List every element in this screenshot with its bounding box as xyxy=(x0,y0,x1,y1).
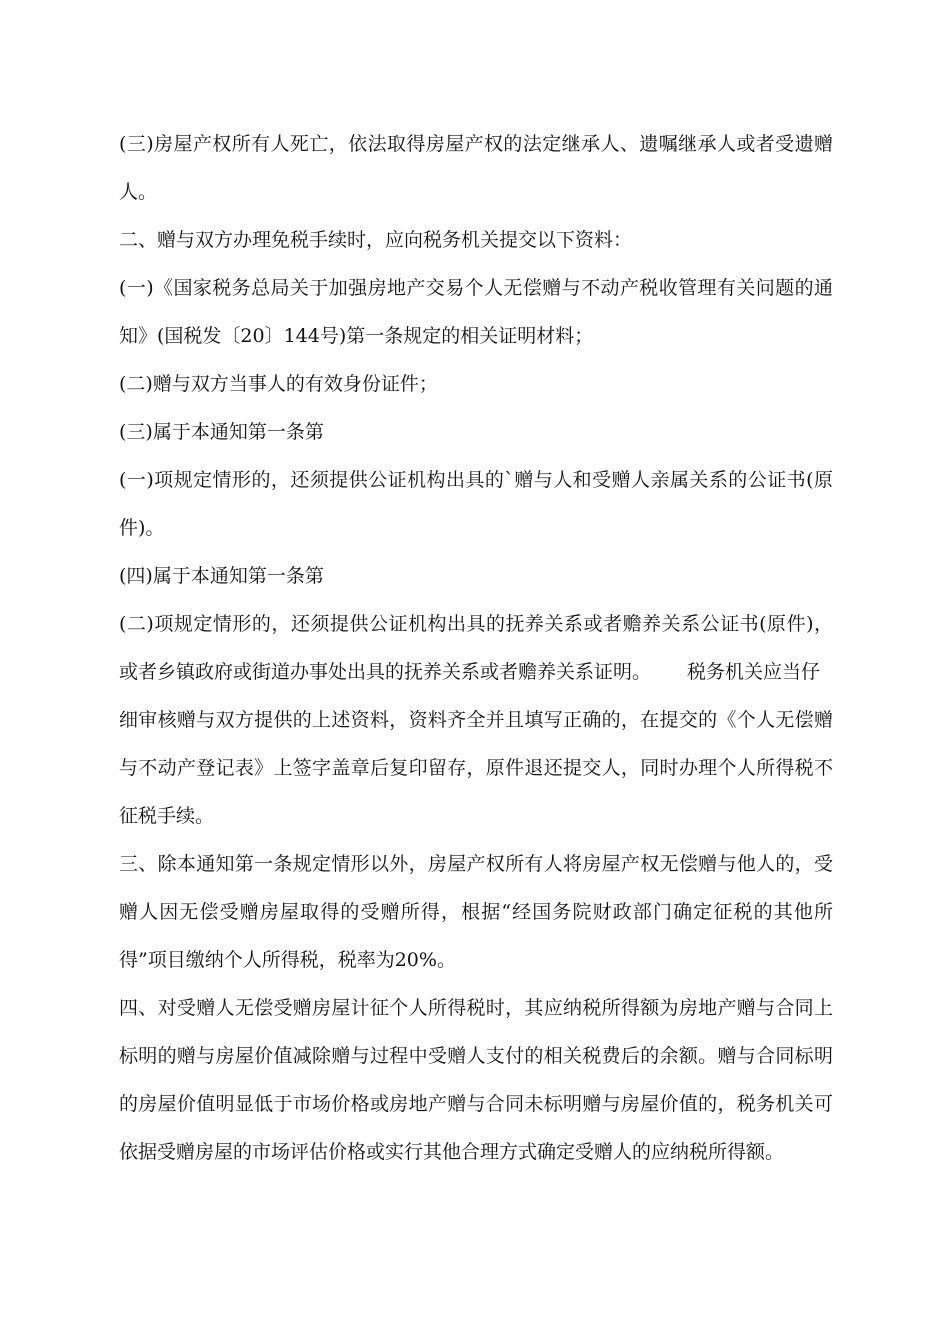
text-line: (一)《国家税务总局关于加强房地产交易个人无偿赠与不动产税收管理有关问题的通 xyxy=(119,277,833,299)
text-line: 征税手续。 xyxy=(119,805,215,827)
text-segment: 或者乡镇政府或街道办事处出具的抚养关系或者赡养关系证明。 xyxy=(119,661,652,683)
text-line: (三)房屋产权所有人死亡，依法取得房屋产权的法定继承人、遗嘱继承人或者受遗赠 xyxy=(119,133,833,155)
text-line-with-continuation xyxy=(119,648,833,696)
text-line: (二)项规定情形的，还须提供公证机构出具的抚养关系或者赡养关系公证书(原件)， xyxy=(119,613,833,635)
text-line: 依据受赠房屋的市场评估价格或实行其他合理方式确定受赠人的应纳税所得额。 xyxy=(119,1141,785,1163)
text-line: (四)属于本通知第一条第 xyxy=(119,565,324,587)
text-line: 细审核赠与双方提供的上述资料，资料齐全并且填写正确的，在提交的《个人无偿赠 xyxy=(119,709,833,731)
text-line: 二、赠与双方办理免税手续时，应向税务机关提交以下资料： xyxy=(119,229,633,251)
document-body xyxy=(119,120,833,1176)
text-line: (二)赠与双方当事人的有效身份证件； xyxy=(119,373,438,395)
text-line: 知》(国税发〔20〕144号)第一条规定的相关证明材料； xyxy=(119,325,594,347)
text-line: 赠人因无偿受赠房屋取得的受赠所得，根据“经国务院财政部门确定征税的其他所 xyxy=(119,901,833,923)
text-segment: 税务机关应当仔 xyxy=(687,661,821,683)
text-line: 四、对受赠人无偿受赠房屋计征个人所得税时，其应纳税所得额为房地产赠与合同上 xyxy=(119,997,833,1019)
text-line: 得”项目缴纳个人所得税，税率为20%。 xyxy=(119,949,456,971)
text-line: 与不动产登记表》上签字盖章后复印留存，原件退还提交人，同时办理个人所得税不 xyxy=(119,757,833,779)
text-line: 人。 xyxy=(119,181,158,203)
text-line: 三、除本通知第一条规定情形以外，房屋产权所有人将房屋产权无偿赠与他人的，受 xyxy=(119,853,833,875)
text-line: (一)项规定情形的，还须提供公证机构出具的`赠与人和受赠人亲属关系的公证书(原 xyxy=(119,469,833,491)
text-line: 标明的赠与房屋价值减除赠与过程中受赠人支付的相关税费后的余额。赠与合同标明 xyxy=(119,1045,833,1067)
text-line: 件)。 xyxy=(119,517,165,539)
text-line: (三)属于本通知第一条第 xyxy=(119,421,324,443)
text-line: 的房屋价值明显低于市场价格或房地产赠与合同未标明赠与房屋价值的，税务机关可 xyxy=(119,1093,833,1115)
